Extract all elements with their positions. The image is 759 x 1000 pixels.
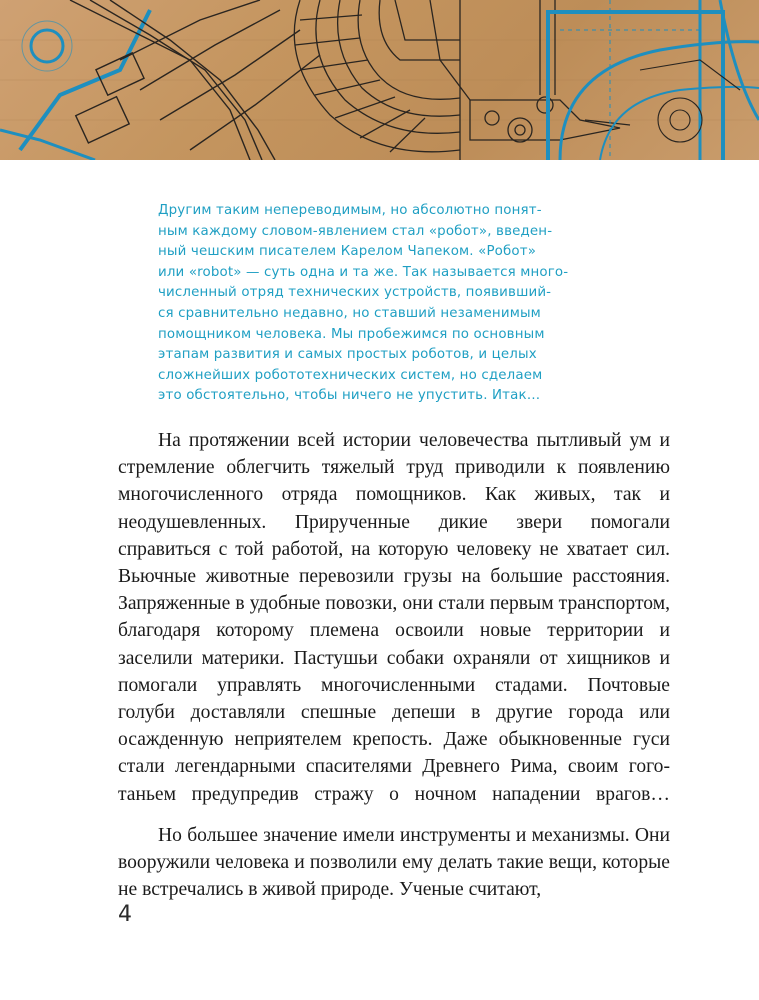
body-paragraph: Но большее значение имели инструменты и механизмы. Они вооружили человека и позволили ему делать такие вещи, которые не встречались в живой природе. Ученые считают,: [118, 824, 670, 901]
main-text: [118, 427, 670, 917]
intro-paragraph: Другим таким непереводимым, но абсолютно понят- ным каждому словом-явлением стал «робот», введен- ный чешским писателем Карелом Чапеком. «Робот» или «robot» — суть одна и та же. Так называется много- численный отряд технических устройств, появивший- ся сравнительно недавно, но ставший незаменимым помощником человека. Мы пробежимся по основным этапам развития и самых простых роботов, и целых сложнейших робототехнических систем, но сделаем это обстоятельно, чтобы ничего не упустить. Итак…: [158, 203, 569, 404]
page-number: 4: [118, 902, 132, 927]
robot-blueprint-illustration: [0, 0, 759, 160]
header-illustration: [0, 0, 759, 160]
body-paragraph: На протяжении всей истории человечества пытливый ум и стремление облегчить тяжелый труд приводили к появлению многочисленного отряда помощников. Как живых, так и неодушевленных. Прирученные дикие звери помогали справиться с той работой, на которую человеку не хватает сил. Вьючные животные перевозили грузы на большие расстояния. Запряженные в удобные повозки, они стали первым транспортом, благодаря которому племена освоили новые территории и заселили материки. Пастушьи собаки охраняли от хищников и помогали управлять многочисленными стадами. Почтовые голуби доставляли спешные депеши в другие города или осажденную неприятелем крепость. Даже обыкновенные гуси стали легендарными спасителями Древнего Рима, своим гоготаньем предупредив стражу о ночном нападении врагов…: [118, 430, 670, 805]
